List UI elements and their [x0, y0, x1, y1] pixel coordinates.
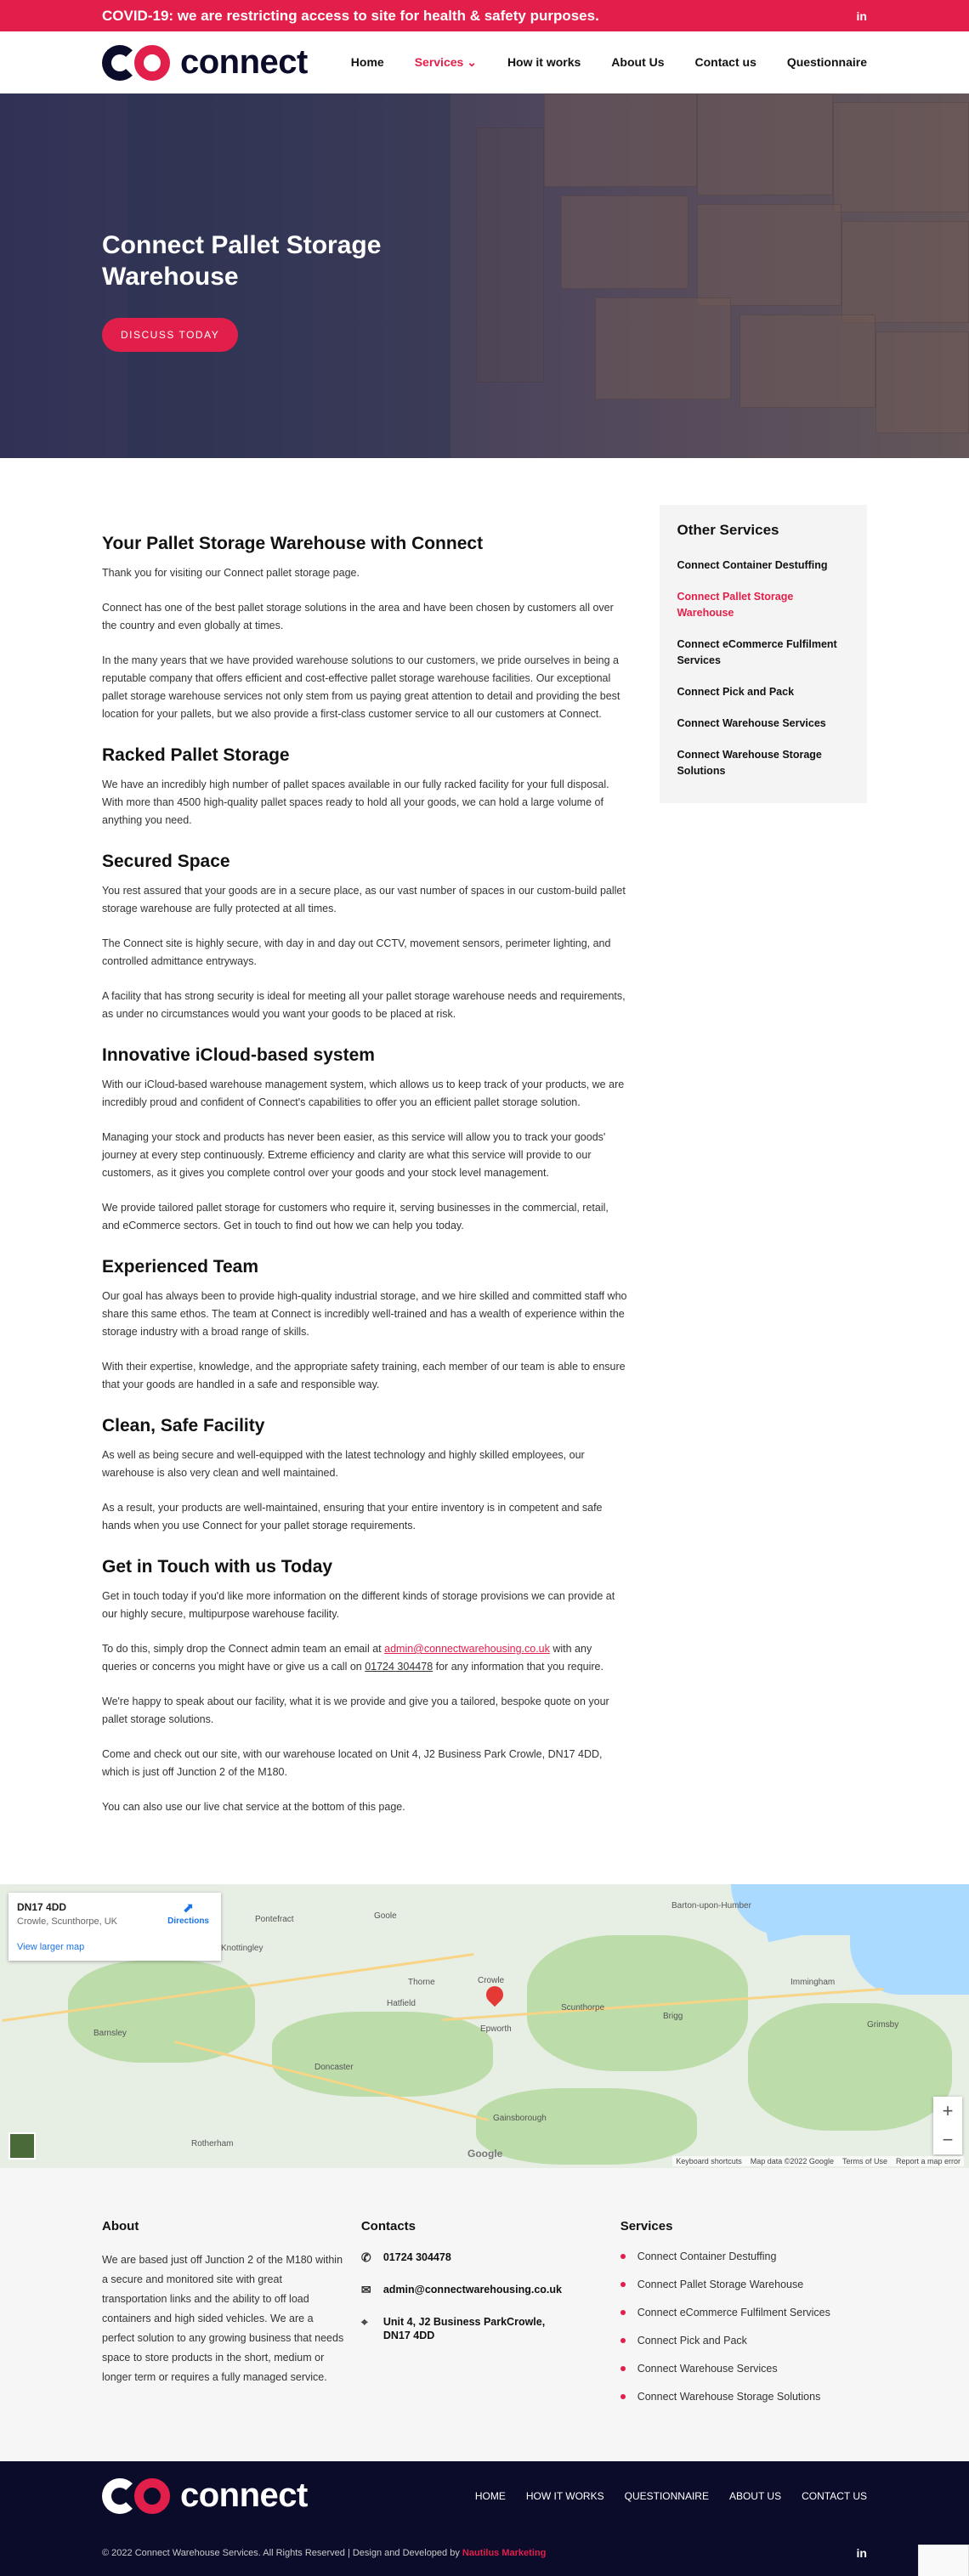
paragraph: We're happy to speak about our facility, what it is we provide and give you a tailored, bespoke quote on your pallet storage solutions. [102, 1696, 609, 1725]
email-link[interactable]: admin@connectwarehousing.co.uk [384, 1643, 550, 1655]
paragraph: Come and check out our site, with our warehouse located on Unit 4, J2 Business Park Crowle, DN17 4DD, which is just off Junction 2 of the M180. [102, 1748, 603, 1778]
paragraph: In the many years that we have provided warehouse solutions to our customers, we pride ourselves in being a reputable company that offers efficient and cost-effective pallet storage warehouse facilities. Our exceptional pallet storage warehouse services not only stem from us paying great attention to detail and providing the best location for your pallets, but we also provide a first-class customer service to all our customers at Connect. [102, 654, 620, 720]
zoom-in-button[interactable]: + [942, 2100, 954, 2121]
service-link[interactable]: Connect Pick and Pack [620, 2335, 867, 2347]
service-link[interactable]: Connect Pallet Storage Warehouse [620, 2279, 867, 2290]
about-column [102, 2219, 361, 2410]
section-heading: Secured Space [102, 852, 230, 871]
nav-questionnaire[interactable]: Questionnaire [786, 55, 867, 69]
covid-alert-bar [0, 0, 969, 31]
paragraph: Thank you for visiting our Connect pallet storage page. [102, 567, 360, 579]
footer-nav-questionnaire[interactable]: QUESTIONNAIRE [624, 2489, 709, 2502]
sidebar-item-ecommerce-fulfilment[interactable]: Connect eCommerce Fulfilment Services [677, 638, 837, 666]
report-error-link[interactable]: Report a map error [895, 2157, 960, 2166]
service-link[interactable]: Connect Container Destuffing [620, 2250, 867, 2262]
sidebar-item-container-destuffing[interactable]: Connect Container Destuffing [677, 559, 828, 571]
services-title: Services [620, 2219, 673, 2233]
hero-title: Connect Pallet Storage Warehouse [102, 231, 382, 291]
paragraph: We provide tailored pallet storage for customers who require it, serving businesses in the commercial, retail, and eCommerce sectors. Get in touch to find out how we can help you today. [102, 1202, 609, 1231]
hero-banner [0, 93, 969, 458]
site-logo[interactable] [102, 43, 308, 82]
nav-about-us[interactable]: About Us [611, 55, 665, 69]
site-header [0, 31, 969, 93]
directions-icon: ⬈ [182, 1901, 195, 1916]
map-attribution [672, 2156, 964, 2166]
sidebar-title: Other Services [677, 522, 779, 538]
nav-contact-us[interactable]: Contact us [694, 55, 756, 69]
linkedin-icon[interactable]: in [856, 8, 867, 23]
paragraph: We have an incredibly high number of pallet spaces available in our fully racked facility for your full disposal. With more than 4500 high-quality pallet spaces ready to hold all your goods, we can hold a large volume of anything you need. [102, 778, 609, 826]
section-heading: Innovative iCloud-based system [102, 1045, 375, 1065]
logo-text: connect [180, 43, 308, 81]
nav-home[interactable]: Home [350, 55, 384, 69]
google-logo: Google [468, 2148, 503, 2160]
terms-link[interactable]: Terms of Use [842, 2157, 887, 2166]
map-card-title: DN17 4DD [17, 1901, 67, 1913]
copyright: © 2022 Connect Warehouse Services. All Rights Reserved | Design and Developed by Nautilus Marketing [102, 2548, 547, 2558]
contact-email[interactable]: ✉ admin@connectwarehousing.co.uk [360, 2283, 562, 2296]
paragraph: As well as being secure and well-equipped with the latest technology and highly skilled employees, our warehouse is also very clean and well maintained. [102, 1449, 585, 1479]
service-link[interactable]: Connect Warehouse Storage Solutions [620, 2391, 867, 2403]
footer-nav-how-it-works[interactable]: HOW IT WORKS [525, 2489, 604, 2502]
bullet-icon [620, 2310, 626, 2315]
recaptcha-badge[interactable] [918, 2545, 969, 2576]
nav-services[interactable]: Services ⌄ [414, 55, 477, 69]
section-heading: Your Pallet Storage Warehouse with Connect [102, 534, 484, 553]
service-link[interactable]: Connect Warehouse Services [620, 2363, 867, 2375]
article-content [102, 505, 627, 1833]
map-satellite-toggle[interactable] [8, 2132, 36, 2160]
section-heading: Racked Pallet Storage [102, 745, 290, 765]
bullet-icon [620, 2338, 626, 2343]
paragraph: You can also use our live chat service at the bottom of this page. [102, 1801, 405, 1813]
paragraph: A facility that has strong security is ideal for meeting all your pallet storage warehouse needs and requirements, as under no circumstances would you want your goods to be placed at risk. [102, 990, 626, 1020]
linkedin-icon[interactable]: in [856, 2546, 867, 2560]
main-section [0, 458, 969, 1884]
map-data-text: Map data ©2022 Google [750, 2157, 834, 2166]
phone-icon: ✆ [360, 2250, 371, 2264]
footer-nav-contact-us[interactable]: CONTACT US [802, 2489, 867, 2502]
bullet-icon [620, 2366, 626, 2371]
sidebar-item-pallet-storage[interactable]: Connect Pallet Storage Warehouse [677, 591, 794, 619]
footer-nav-about-us[interactable]: ABOUT US [728, 2489, 782, 2502]
bullet-icon [620, 2254, 626, 2259]
view-larger-map-link[interactable]: View larger map [17, 1942, 85, 1952]
site-footer [0, 2461, 969, 2576]
location-map[interactable]: Pontefract Knottingley Goole Thorne Crowle Scunthorpe Brigg Barnsley Doncaster Rotherham Gainsborough Grimsby Hatfield Epworth Barton-upon-Humber Immingham DN17 4DD Crowle, Scunthorpe, UK View larger map ⬈ Directions Google + − Keyboard shortcuts Map data ©2022 Google Terms of Use Report a map error [0, 1884, 969, 2168]
section-heading: Get in Touch with us Today [102, 1557, 333, 1577]
map-pin-icon[interactable] [483, 1983, 507, 2007]
paragraph: Our goal has always been to provide high-quality industrial storage, and we hire skilled and committed staff who share this same ethos. The team at Connect is incredibly well-trained and has a wealth of experience within the storage industry with a broad range of skills. [102, 1290, 627, 1338]
footer-info [0, 2168, 969, 2461]
contacts-column [361, 2219, 620, 2410]
contacts-title: Contacts [360, 2219, 416, 2233]
paragraph: Connect has one of the best pallet storage solutions in the area and have been chosen by customers all over the country and even globally at times. [102, 602, 614, 631]
phone-link[interactable]: 01724 304478 [365, 1661, 434, 1673]
about-title: About [102, 2219, 139, 2233]
map-zoom-controls [933, 2097, 962, 2154]
chevron-down-icon: ⌄ [467, 55, 477, 69]
footer-nav-home[interactable]: HOME [474, 2489, 506, 2502]
logo-mark-icon [102, 2478, 172, 2514]
alert-message: COVID-19: we are restricting access to site for health & safety purposes. [102, 7, 599, 24]
keyboard-shortcuts-link[interactable]: Keyboard shortcuts [676, 2157, 742, 2166]
location-pin-icon: ⌖ [360, 2315, 368, 2329]
other-services-sidebar [660, 505, 867, 803]
about-text: We are based just off Junction 2 of the M180 within a secure and monitored site with great transportation links and the ability to off load containers and high sided vehicles. We are a perfect solution to any growing business that needs space to store products in the short, medium or longer term or requires a fully managed service. [102, 2254, 344, 2383]
paragraph: You rest assured that your goods are in a secure place, as our vast number of spaces in our custom-build pallet storage warehouse are fully protected at all times. [102, 885, 626, 914]
contact-address: ⌖ Unit 4, J2 Business ParkCrowle, DN17 4DD [360, 2315, 546, 2341]
bullet-icon [620, 2282, 626, 2287]
directions-button[interactable]: ⬈ Directions [167, 1901, 209, 1926]
paragraph: Managing your stock and products has never been easier, as this service will allow you to track your goods' journey at every step continuously. Extreme efficiency and clarity are what this service will provide to our customers, as it gives you complete control over your goods and your stock level management. [102, 1131, 606, 1179]
footer-nav [475, 2490, 867, 2502]
paragraph: Get in touch today if you'd like more information on the different kinds of storage provisions we can provide at our highly secure, multipurpose warehouse facility. [102, 1590, 615, 1620]
discuss-today-button[interactable]: DISCUSS TODAY [102, 318, 238, 352]
logo-mark-icon [102, 45, 172, 81]
logo-text: connect [180, 2477, 308, 2514]
sidebar-item-warehouse-services[interactable]: Connect Warehouse Services [677, 717, 826, 729]
services-column [620, 2219, 867, 2410]
paragraph-contact: To do this, simply drop the Connect admin team an email at admin@connectwarehousing.co.uk with any queries or concerns you might have or give us a call on 01724 304478 for any information that you require. [102, 1643, 604, 1673]
sidebar-item-pick-and-pack[interactable]: Connect Pick and Pack [677, 686, 795, 698]
paragraph: The Connect site is highly secure, with day in and day out CCTV, movement sensors, perimeter lighting, and controlled admittance entryways. [102, 937, 611, 967]
section-heading: Clean, Safe Facility [102, 1416, 265, 1435]
contact-phone[interactable]: ✆ 01724 304478 [360, 2250, 451, 2264]
developer-link[interactable]: Nautilus Marketing [462, 2548, 547, 2558]
map-card-subtitle: Crowle, Scunthorpe, UK [17, 1916, 117, 1927]
section-heading: Experienced Team [102, 1257, 259, 1277]
nav-how-it-works[interactable]: How it works [507, 55, 581, 69]
map-info-card [8, 1893, 221, 1961]
sidebar-item-warehouse-storage[interactable]: Connect Warehouse Storage Solutions [677, 749, 822, 777]
main-nav [351, 55, 867, 70]
zoom-out-button[interactable]: − [942, 2129, 954, 2150]
paragraph: As a result, your products are well-maintained, ensuring that your entire inventory is in competent and safe hands when you use Connect for your pallet storage requirements. [102, 1502, 603, 1531]
footer-logo[interactable] [102, 2477, 308, 2515]
hero-content [102, 229, 425, 352]
paragraph: With their expertise, knowledge, and the appropriate safety training, each member of our team is able to ensure that your goods are handled in a safe and responsible way. [102, 1361, 626, 1390]
service-link[interactable]: Connect eCommerce Fulfilment Services [620, 2307, 867, 2318]
paragraph: With our iCloud-based warehouse management system, which allows us to keep track of your products, we are incredibly proud and confident of Connect's capabilities to offer you an efficient pallet storage solution. [102, 1079, 625, 1108]
envelope-icon: ✉ [360, 2283, 371, 2296]
bullet-icon [620, 2394, 626, 2399]
